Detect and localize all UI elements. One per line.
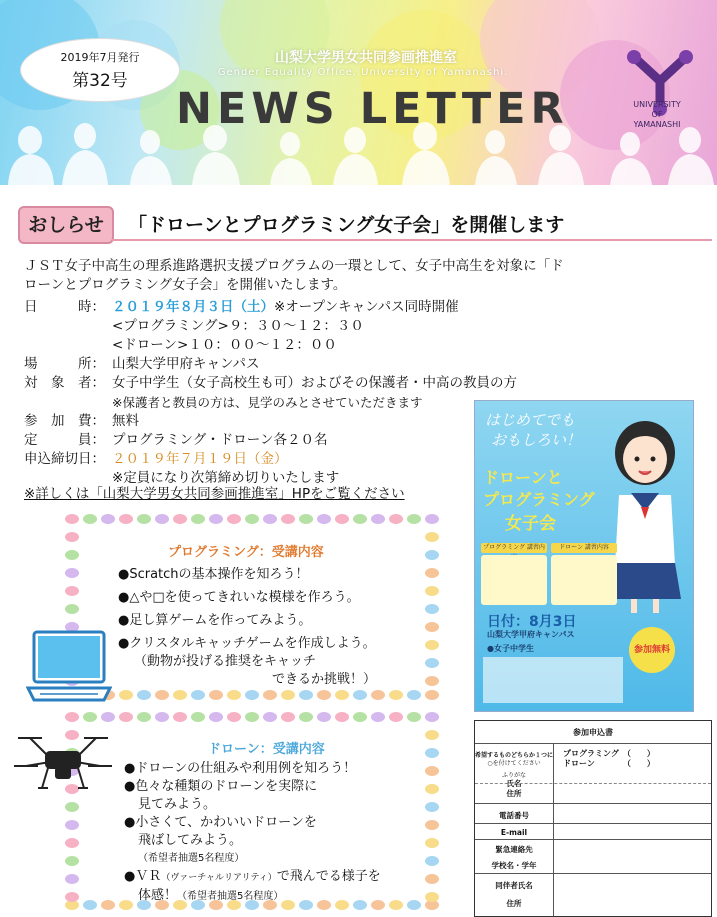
title-underline: [112, 239, 712, 241]
decor-dot: [119, 712, 133, 722]
decor-dot: [191, 712, 205, 722]
decor-dot: [425, 640, 439, 650]
decor-dot: [119, 514, 133, 524]
decor-dot: [389, 514, 403, 524]
decor-dot: [425, 658, 439, 668]
decor-dot: [83, 712, 97, 722]
decor-dot: [173, 712, 187, 722]
decor-dot: [317, 712, 331, 722]
list-item: 見てみよう。: [138, 797, 217, 812]
list-item: ●ＶＲ（ヴァーチャルリアリティ）で飛んでる様子を: [124, 869, 381, 884]
decor-dot: [425, 690, 439, 700]
intro-text: ローンとプログラミング女子会」を開催いたします。: [24, 277, 347, 293]
decor-dot: [389, 900, 403, 910]
decor-dot: [371, 690, 385, 700]
decor-dot: [425, 550, 439, 560]
decor-dot: [191, 690, 205, 700]
decor-dot: [335, 690, 349, 700]
programming-items: [118, 566, 376, 689]
programming-box-title: プログラミング：受講内容: [168, 545, 324, 560]
decor-dot: [155, 514, 169, 524]
fee-row: 参 加 費： 無料: [24, 413, 139, 429]
event-date: ２０１９年８月３日（土）: [112, 299, 274, 315]
form-row-companion[interactable]: 同伴者氏名 住所: [475, 873, 711, 874]
list-item: ●足し算ゲームを作ってみよう。: [118, 613, 312, 628]
decor-dot: [65, 586, 79, 596]
list-item: ●小さくて、かわいいドローンを: [124, 815, 317, 830]
decor-dot: [425, 766, 439, 776]
deadline-note: ※定員になり次第締め切りいたします: [112, 470, 340, 486]
drone-items: [124, 760, 381, 906]
decor-dot: [65, 838, 79, 848]
decor-dot: [101, 712, 115, 722]
decor-dot: [101, 900, 115, 910]
issue-date: 2019年7月発行: [60, 51, 140, 64]
drone-icon: [12, 728, 114, 798]
university-name: UNIVERSITY OF YAMANASHI: [633, 100, 681, 129]
decor-dot: [137, 690, 151, 700]
issue-number: 第32号: [72, 71, 128, 91]
list-item: 体感！（希望者抽選5名程度）: [138, 888, 284, 903]
programming-time: <プログラミング>９：３０～１２：３０: [112, 318, 364, 334]
decor-dot: [335, 514, 349, 524]
decor-dot: [173, 514, 187, 524]
laptop-icon: [26, 628, 112, 708]
target-note: ※保護者と教員の方は、見学のみとさせていただきます: [112, 395, 423, 410]
decor-dot: [407, 900, 421, 910]
decor-dot: [209, 712, 223, 722]
decor-dot: [263, 690, 277, 700]
decor-dot: [263, 712, 277, 722]
decor-dot: [407, 712, 421, 722]
list-item: ●ドローンの仕組みや利用例を知ろう！: [124, 761, 357, 776]
decor-dot: [425, 730, 439, 740]
decor-dot: [425, 784, 439, 794]
decor-dot: [101, 514, 115, 524]
decor-dot: [137, 712, 151, 722]
decor-dot: [65, 802, 79, 812]
newsletter-header: [0, 0, 717, 185]
decor-dot: [245, 712, 259, 722]
decor-dot: [335, 712, 349, 722]
list-item: ●色々な種類のドローンを実際に: [124, 779, 318, 794]
decor-dot: [425, 676, 439, 686]
decor-dot: [317, 514, 331, 524]
event-details: [24, 298, 517, 488]
decor-dot: [425, 892, 439, 902]
list-item: （動物が投げる推奨をキャッチ: [134, 654, 317, 669]
target-row: 対 象 者： 女子中学生（女子高校生も可）およびその保護者・中高の教員の方: [24, 375, 517, 391]
decor-dot: [281, 690, 295, 700]
decor-dot: [65, 514, 79, 524]
decor-dot: [65, 874, 79, 884]
decor-dot: [65, 604, 79, 614]
list-item: ●クリスタルキャッチゲームを作成しよう。: [118, 636, 376, 651]
event-flyer-image: はじめてでも おもしろい！ ドローンと プログラミング 女子会 プログラミング 講習内 ドローン 講習内容 日付：8月3日 山梨大学甲府キャンパス ●女子中学生 参加無料: [474, 400, 694, 712]
decor-dot: [281, 514, 295, 524]
list-item: （希望者抽選5名程度）: [138, 853, 245, 864]
decor-dot: [155, 690, 169, 700]
decor-dot: [65, 856, 79, 866]
decor-dot: [299, 514, 313, 524]
girl-illustration-icon: [605, 415, 687, 615]
decor-dot: [245, 690, 259, 700]
decor-dot: [425, 874, 439, 884]
choice-programming[interactable]: プログラミング （ ）: [563, 749, 655, 758]
decor-dot: [209, 514, 223, 524]
intro-text: ＪＳＴ女子中高生の理系進路選択支援プログラムの一環として、女子中高生を対象に「ド: [24, 258, 564, 274]
place-row: 場 所： 山梨大学甲府キャンパス: [24, 356, 260, 372]
drone-box-title: ドローン：受講内容: [208, 742, 325, 757]
office-name-en: Gender Equality Office, University of Yamanashi.: [217, 67, 509, 78]
decor-dot: [407, 514, 421, 524]
newsletter-title: NEWS LETTER: [176, 84, 569, 134]
decor-dot: [317, 690, 331, 700]
deadline-row: 申込締切日： ２０１９年７月１９日（金）: [24, 451, 288, 467]
capacity-row: 定 員： プログラミング・ドローン各２０名: [24, 432, 328, 448]
form-row-email[interactable]: E-mail: [475, 823, 711, 824]
decor-dot: [425, 622, 439, 632]
decor-dot: [299, 712, 313, 722]
decor-dot: [263, 514, 277, 524]
date-row: 日 時： ２０１９年８月３日（土）※オープンキャンパス同時開催: [24, 299, 459, 315]
decor-dot: [155, 712, 169, 722]
notice-badge: おしらせ: [18, 206, 114, 244]
application-form: 参加申込書 希望するものどちらか１つに ○を付けてください プログラミング （ ） ドローン （ ） ふりがな 氏名 住所 電話番号 E-mail 緊急連絡先 学校名・学年 同伴者氏名 住所: [474, 720, 712, 917]
decor-dot: [227, 712, 241, 722]
more-info-link[interactable]: ※詳しくは「山梨大学男女共同参画推進室」HPをご覧ください: [24, 486, 405, 502]
decor-dot: [425, 712, 439, 722]
decor-dot: [425, 820, 439, 830]
office-name-jp: 山梨大学男女共同参画推進室: [275, 50, 457, 66]
issue-badge: [20, 38, 180, 102]
decor-dot: [425, 568, 439, 578]
decor-dot: [299, 690, 313, 700]
form-row-phone[interactable]: 電話番号: [475, 803, 711, 804]
decor-dot: [425, 802, 439, 812]
decor-dot: [65, 568, 79, 578]
decor-dot: [65, 550, 79, 560]
free-badge: 参加無料: [629, 627, 675, 673]
decor-dot: [425, 514, 439, 524]
decor-dot: [425, 604, 439, 614]
form-title: 参加申込書: [573, 728, 613, 737]
drone-time: <ドローン>１０：００～１２：００: [112, 337, 337, 353]
list-item: ●Scratchの基本操作を知ろう！: [118, 567, 309, 582]
decor-dot: [227, 514, 241, 524]
decor-dot: [353, 514, 367, 524]
decor-dot: [371, 514, 385, 524]
decor-dot: [353, 712, 367, 722]
decor-dot: [209, 690, 223, 700]
decor-dot: [389, 712, 403, 722]
decor-dot: [425, 748, 439, 758]
list-item: できるか挑戦！）: [272, 672, 377, 687]
decor-dot: [245, 514, 259, 524]
form-row-choice: 希望するものどちらか１つに ○を付けてください プログラミング （ ） ドローン （ ） ふりがな 氏名: [475, 743, 711, 794]
deadline-date: ２０１９年７月１９日（金）: [112, 451, 288, 467]
decor-dot: [425, 856, 439, 866]
decor-dot: [65, 712, 79, 722]
decor-dot: [65, 820, 79, 830]
decor-dot: [425, 838, 439, 848]
notice-title: 「ドローンとプログラミング女子会」を開催します: [128, 214, 565, 236]
decor-dot: [191, 514, 205, 524]
decor-dot: [83, 514, 97, 524]
decor-dot: [353, 690, 367, 700]
list-item: ●△や□を使ってきれいな模様を作ろう。: [118, 590, 360, 605]
decor-dot: [425, 532, 439, 542]
decor-dot: [281, 712, 295, 722]
decor-dot: [65, 892, 79, 902]
form-row-emergency[interactable]: 緊急連絡先 学校名・学年: [475, 839, 711, 840]
decor-dot: [425, 586, 439, 596]
decor-dot: [389, 690, 403, 700]
decor-dot: [83, 900, 97, 910]
decor-dot: [137, 514, 151, 524]
decor-dot: [173, 690, 187, 700]
decor-dot: [119, 690, 133, 700]
decor-dot: [227, 690, 241, 700]
decor-dot: [65, 532, 79, 542]
decor-dot: [371, 712, 385, 722]
decor-dot: [407, 690, 421, 700]
choice-drone[interactable]: ドローン （ ）: [563, 759, 655, 768]
list-item: 飛ばしてみよう。: [138, 833, 243, 848]
